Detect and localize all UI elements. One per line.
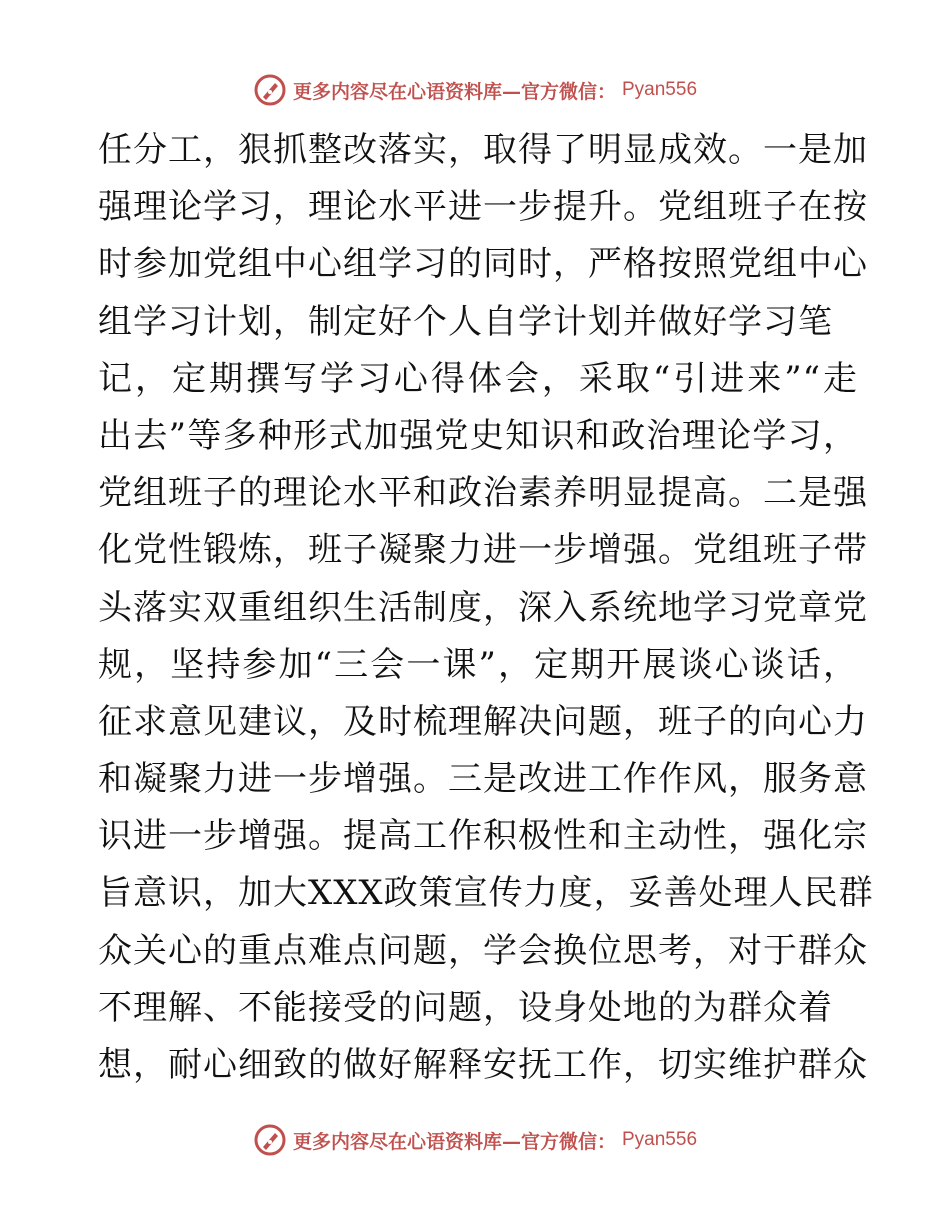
body-line: 组学习计划，制定好个人自学计划并做好学习笔 [98,301,833,342]
page-footer [0,1120,950,1160]
body-line: 规，坚持参加“三会一课”，定期开展谈心谈话， [98,644,858,685]
body-line: 征求意见建议，及时梳理解决问题，班子的向心力 [98,701,868,742]
document-body [98,122,874,1094]
body-line: 党组班子的理论水平和政治素养明显提高。二是强 [98,473,868,514]
header-banner-text: 更多内容尽在心语资料库—官方微信： [292,80,616,103]
body-line: 不理解、不能接受的问题，设身处地的为群众着 [98,987,833,1028]
body-line: 时参加党组中心组学习的同时，严格按照党组中心 [98,244,868,285]
footer-wechat-id: Pyan556 [622,1129,698,1150]
body-line: 出去”等多种形式加强党史知识和政治理论学习， [98,415,858,456]
pen-nib-logo-icon [253,1123,287,1157]
pen-nib-logo-icon [253,73,287,107]
body-line: 化党性锻炼，班子凝聚力进一步增强。党组班子带 [98,530,868,571]
body-line: 和凝聚力进一步增强。三是改进工作作风，服务意 [98,759,868,800]
body-line: 旨意识，加大XXX政策宣传力度，妥善处理人民群 [98,873,874,914]
header-banner [253,73,697,107]
body-line: 头落实双重组织生活制度，深入系统地学习党章党 [98,587,868,628]
footer-banner-text: 更多内容尽在心语资料库—官方微信： [292,1130,616,1153]
body-line: 众关心的重点难点问题，学会换位思考，对于群众 [98,930,868,971]
body-line: 想，耐心细致的做好解释安抚工作，切实维护群众 [98,1045,868,1085]
body-line: 强理论学习，理论水平进一步提升。党组班子在按 [98,187,868,228]
header-wechat-id: Pyan556 [622,79,698,100]
page-header [0,70,950,110]
body-line: 任分工，狠抓整改落实，取得了明显成效。一是加 [98,130,868,170]
body-line: 记，定期撰写学习心得体会，采取“引进来”“走 [98,358,858,399]
body-line: 识进一步增强。提高工作积极性和主动性，强化宗 [98,816,868,857]
footer-banner [253,1123,697,1157]
